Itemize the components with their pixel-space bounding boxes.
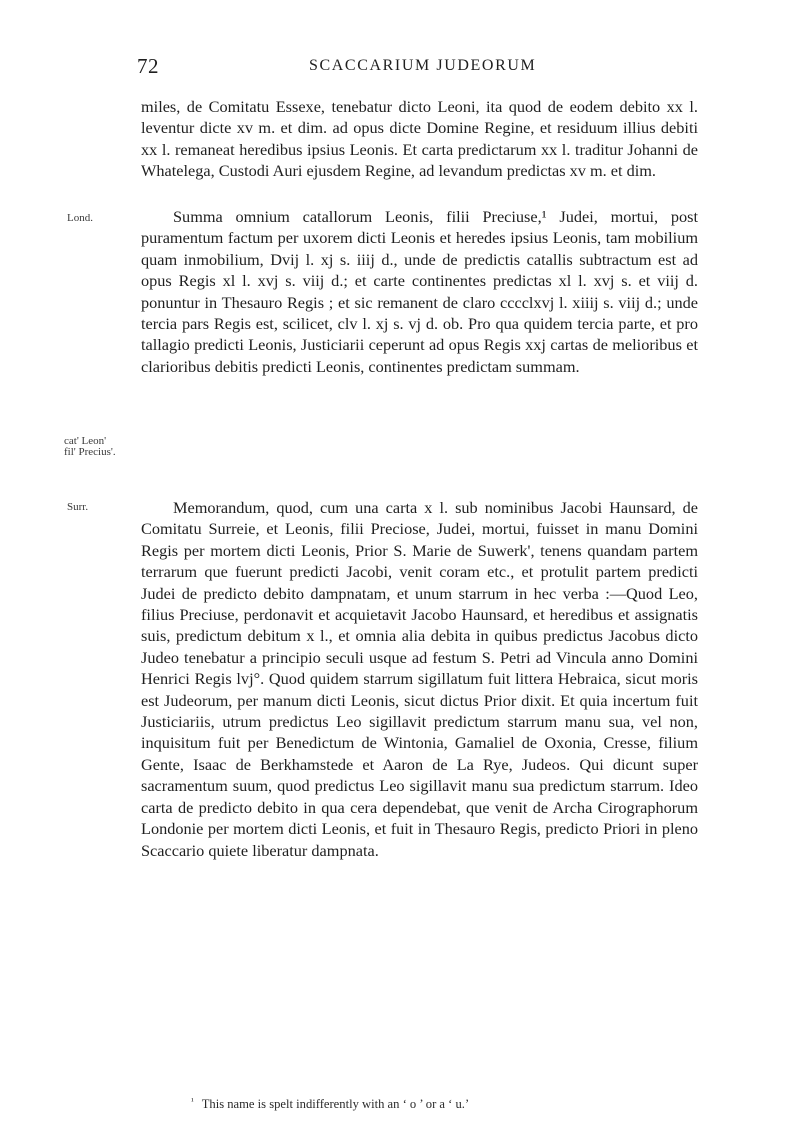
paragraph-2 bbox=[141, 206, 698, 377]
page-number: 72 bbox=[137, 54, 159, 78]
paragraph-1 bbox=[141, 96, 698, 182]
margin-note-surr: Surr. bbox=[67, 501, 89, 513]
footnote bbox=[191, 1096, 469, 1112]
running-head: SCACCARIUM JUDEORUM bbox=[309, 57, 537, 74]
page-header bbox=[0, 54, 800, 84]
footnote-mark: ¹ bbox=[191, 1096, 194, 1106]
margin-note-cat-leon bbox=[64, 436, 116, 458]
margin-note-cat-leon-line-2: fil' Precius'. bbox=[64, 446, 116, 458]
margin-note-lond: Lond. bbox=[67, 212, 93, 224]
paragraph-text: Memorandum, quod, cum una carta x l. sub nominibus Jacobi Haunsard, de Comitatu Surreie, et Leonis, filii Preciose, Judei, mortui, fuisset in manu Domini Regis per mortem dicti Leonis, Prior S. Marie de Suwerk', tenens quandam partem terrarum que fuerunt predicti Jacobi, venit coram etc., et protulit partem predicti Judei de predicto debito dampnatam, et unum starrum in hec verba :—Quod Leo, filius Preciuse, perdonavit et acquietavit Jacobo Haunsard, et heredibus et assignatis suis, predictum debitum x l., et omnia alia debita in quibus predictus Jacobus dicto Judeo tenebatur a principio seculi usque ad festum S. Petri ad Vincula anno Domini Henrici Regis lvj°. Quod quidem starrum sigillatum fuit littera Hebraica, sicut moris est Judeorum, per manum dicti Leonis, sicut dictus Prior dixit. Et quia incertum fuit Justiciariis, utrum predictus Leo sigillavit predictum starrum manu sua, vel non, inquisitum fuit per Benedictum de Wintonia, Gamaliel de Oxonia, Cresse, filium Gente, Isaac de Berkhamstede et Aaron de La Rye, Judeos. Qui dicunt super sacramentum suum, quod predictus Leo sigillavit manu sua predictum starrum. Ideo carta de predicto debito in qua cera dependebat, que venit de Archa Cirographorum Londonie per mortem dicti Leonis, et fuit in Thesauro Regis, predicto Priori in pleno Scaccario quiete liberatur dampnata. bbox=[141, 498, 698, 860]
margin-note-cat-leon-line-1: cat' Leon' bbox=[64, 435, 107, 447]
paragraph-text: miles, de Comitatu Essexe, tenebatur dicto Leoni, ita quod de eodem debito xx l. leventur dicte xv m. et dim. ad opus dicte Domine Regine, et residuum illius debiti xx l. remaneat heredibus ipsius Leonis. Et carta predictarum xx l. traditur Johanni de Whatelega, Custodi Auri ejusdem Regine, ad levandum predictas xv m. et dim. bbox=[141, 97, 698, 181]
footnote-text: This name is spelt indifferently with an ‘ o ’ or a ‘ u.’ bbox=[201, 1097, 470, 1111]
paragraph-3 bbox=[141, 497, 698, 861]
paragraph-text: Summa omnium catallorum Leonis, filii Preciuse,¹ Judei, mortui, post puramentum factum per uxorem dicti Leonis et heredes ipsius Leonis, tam mobilium quam inmobilium, Dvij l. xj s. iiij d., unde de predictis catallis subtractum est ad opus Regis xl l. xvj s. viij d.; et carte continentes predictas xl l. xvj s. et viij d. ponuntur in Thesauro Regis ; et sic remanent de claro cccclxvj l. xiiij s. viij d.; unde tercia pars Regis est, scilicet, clv l. xj s. vj d. ob. Pro qua quidem tercia parte, et pro tallagio predicti Leonis, Justiciarii ceperunt ad opus Regis xxj cartas de melioribus et clarioribus debitis predicti Leonis, continentes predictam summam. bbox=[141, 207, 698, 376]
